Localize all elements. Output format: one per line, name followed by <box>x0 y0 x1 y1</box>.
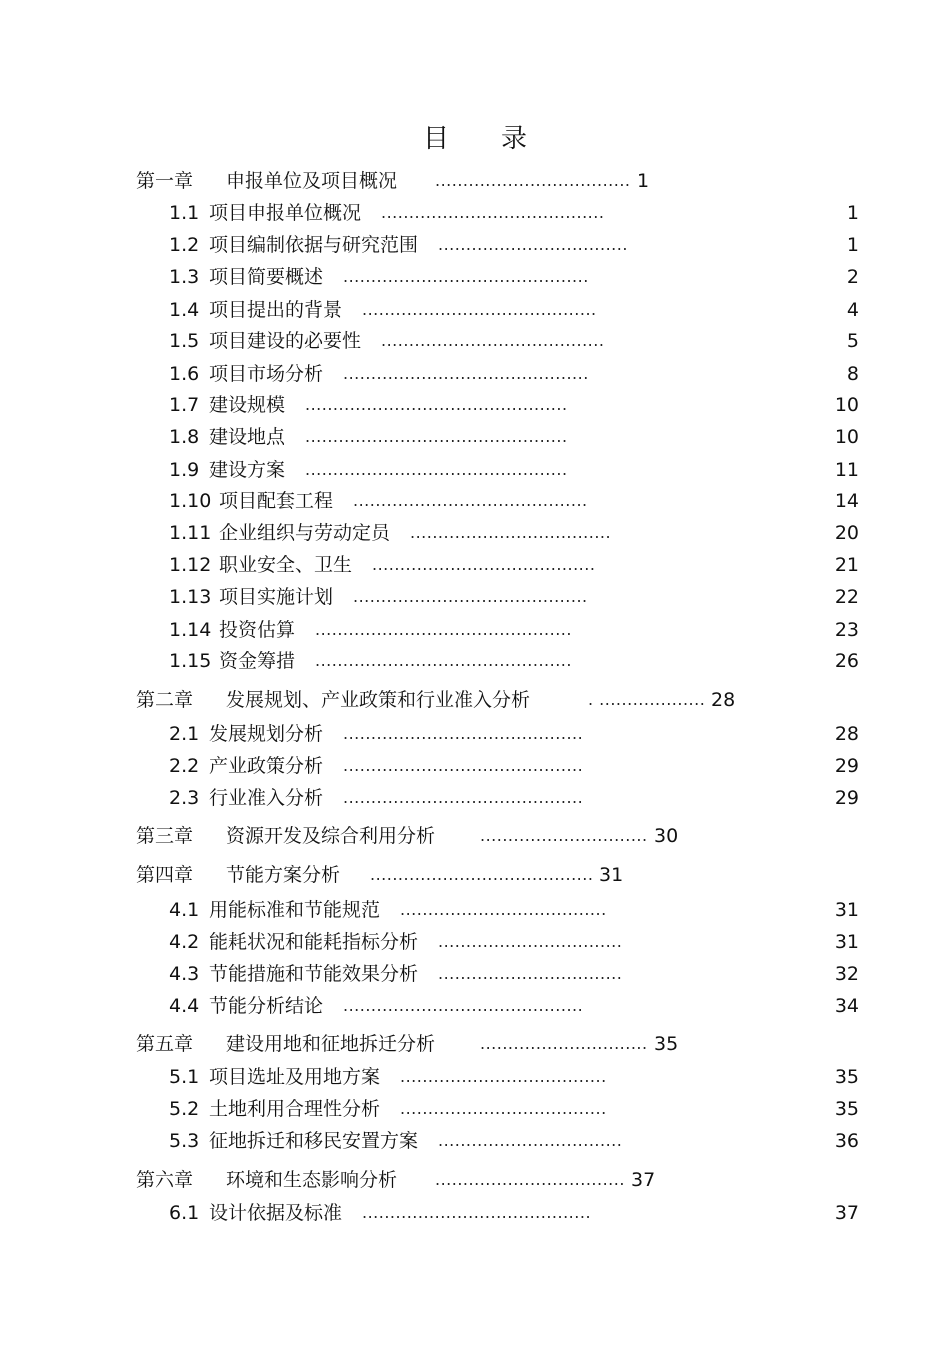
section-page-number: 29 <box>834 755 859 777</box>
section-page-number: 10 <box>834 394 859 416</box>
section-page-number: 35 <box>834 1098 859 1120</box>
section-number: 6.1 <box>169 1202 200 1224</box>
chapter-entry[interactable] <box>0 1031 950 1057</box>
section-leader-dots: ............................................... <box>305 395 568 414</box>
chapter-page-number: 30 <box>654 825 679 847</box>
section-entry[interactable] <box>0 457 950 483</box>
section-page-number: 31 <box>834 931 859 953</box>
section-page-number: 29 <box>834 787 859 809</box>
section-page-number: 1 <box>846 234 859 256</box>
section-entry[interactable] <box>0 1200 950 1226</box>
chapter-page-number: 1 <box>637 170 650 192</box>
section-number: 1.5 <box>169 330 200 352</box>
section-leader-dots: ................................. <box>438 964 623 983</box>
section-leader-dots: ........................................ <box>372 555 596 574</box>
section-leader-dots: ............................................... <box>305 427 568 446</box>
section-leader-dots: ............................................... <box>305 460 568 479</box>
section-leader-dots: .................................. <box>438 235 628 254</box>
chapter-title: 建设用地和征地拆迁分析 <box>226 1033 436 1055</box>
section-number: 1.14 <box>169 619 212 641</box>
section-entry[interactable] <box>0 1128 950 1154</box>
chapter-label: 第六章 <box>136 1169 194 1191</box>
section-leader-dots: ................................. <box>438 932 623 951</box>
section-leader-dots: ........................................ <box>381 331 605 350</box>
section-title: 设计依据及标准 <box>209 1202 343 1224</box>
chapter-leader-dots: .............................. <box>480 1034 648 1053</box>
chapter-label: 第四章 <box>136 864 194 886</box>
section-title: 项目编制依据与研究范围 <box>209 234 419 256</box>
chapter-leader-dots: ........................................ <box>370 865 594 884</box>
section-leader-dots: .................................... <box>410 523 612 542</box>
chapter-label: 第三章 <box>136 825 194 847</box>
section-page-number: 14 <box>834 490 859 512</box>
chapter-leader-dots: .................................. <box>435 1170 625 1189</box>
section-leader-dots: ........................................ <box>381 203 605 222</box>
chapter-page-number: 28 <box>711 689 736 711</box>
title-char-2: 录 <box>501 124 528 154</box>
section-number: 1.9 <box>169 459 200 481</box>
section-leader-dots: ..................................... <box>400 1099 607 1118</box>
section-number: 1.8 <box>169 426 200 448</box>
chapter-leader-dots: . ................... <box>588 690 706 709</box>
section-title: 建设方案 <box>209 459 286 481</box>
section-entry[interactable] <box>0 200 950 226</box>
section-title: 土地利用合理性分析 <box>209 1098 381 1120</box>
section-leader-dots: ......................................... <box>362 1203 592 1222</box>
section-page-number: 34 <box>834 995 859 1017</box>
section-number: 1.13 <box>169 586 212 608</box>
section-title: 征地拆迁和移民安置方案 <box>209 1130 419 1152</box>
section-title: 企业组织与劳动定员 <box>219 522 391 544</box>
section-title: 项目实施计划 <box>219 586 334 608</box>
section-entry[interactable] <box>0 552 950 578</box>
section-page-number: 31 <box>834 899 859 921</box>
section-leader-dots: ................................. <box>438 1131 623 1150</box>
section-page-number: 20 <box>834 522 859 544</box>
section-number: 5.1 <box>169 1066 200 1088</box>
section-title: 建设规模 <box>209 394 286 416</box>
section-title: 项目简要概述 <box>209 266 324 288</box>
section-leader-dots: ........................................... <box>343 996 584 1015</box>
section-title: 能耗状况和能耗指标分析 <box>209 931 419 953</box>
section-title: 项目提出的背景 <box>209 299 343 321</box>
section-title: 项目选址及用地方案 <box>209 1066 381 1088</box>
section-entry[interactable] <box>0 897 950 923</box>
section-entry[interactable] <box>0 648 950 674</box>
section-leader-dots: ............................................ <box>343 267 589 286</box>
chapter-entry[interactable] <box>0 823 950 849</box>
title-char-1: 目 <box>422 124 449 154</box>
chapter-title: 节能方案分析 <box>226 864 341 886</box>
section-page-number: 36 <box>834 1130 859 1152</box>
chapter-entry[interactable] <box>0 687 950 713</box>
chapter-leader-dots: ................................... <box>435 171 631 190</box>
section-title: 发展规划分析 <box>209 723 324 745</box>
section-leader-dots: ..................................... <box>400 900 607 919</box>
section-number: 4.4 <box>169 995 200 1017</box>
section-entry[interactable] <box>0 264 950 290</box>
section-page-number: 23 <box>834 619 859 641</box>
section-title: 项目市场分析 <box>209 363 324 385</box>
section-leader-dots: ........................................... <box>343 788 584 807</box>
chapter-entry[interactable] <box>0 168 950 194</box>
section-title: 用能标准和节能规范 <box>209 899 381 921</box>
section-number: 1.15 <box>169 650 212 672</box>
section-number: 5.2 <box>169 1098 200 1120</box>
section-entry[interactable] <box>0 520 950 546</box>
section-number: 1.11 <box>169 522 212 544</box>
section-number: 4.2 <box>169 931 200 953</box>
section-title: 职业安全、卫生 <box>219 554 353 576</box>
section-title: 节能分析结论 <box>209 995 324 1017</box>
section-number: 1.10 <box>169 490 212 512</box>
section-number: 1.6 <box>169 363 200 385</box>
section-entry[interactable] <box>0 297 950 323</box>
chapter-label: 第五章 <box>136 1033 194 1055</box>
chapter-page-number: 35 <box>654 1033 679 1055</box>
section-entry[interactable] <box>0 993 950 1019</box>
section-number: 4.1 <box>169 899 200 921</box>
chapter-entry[interactable] <box>0 1167 950 1193</box>
section-page-number: 1 <box>846 202 859 224</box>
section-entry[interactable] <box>0 721 950 747</box>
chapter-leader-dots: .............................. <box>480 826 648 845</box>
chapter-title: 资源开发及综合利用分析 <box>226 825 436 847</box>
section-entry[interactable] <box>0 785 950 811</box>
section-entry[interactable] <box>0 1064 950 1090</box>
section-title: 资金筹措 <box>219 650 296 672</box>
section-title: 项目配套工程 <box>219 490 334 512</box>
section-leader-dots: .......................................... <box>353 491 588 510</box>
section-page-number: 2 <box>846 266 859 288</box>
section-number: 2.2 <box>169 755 200 777</box>
section-leader-dots: ............................................ <box>343 364 589 383</box>
section-number: 5.3 <box>169 1130 200 1152</box>
section-entry[interactable] <box>0 753 950 779</box>
section-title: 产业政策分析 <box>209 755 324 777</box>
section-entry[interactable] <box>0 617 950 643</box>
section-page-number: 4 <box>846 299 859 321</box>
section-number: 1.4 <box>169 299 200 321</box>
section-leader-dots: ..................................... <box>400 1067 607 1086</box>
section-title: 项目申报单位概况 <box>209 202 362 224</box>
section-page-number: 32 <box>834 963 859 985</box>
chapter-title: 申报单位及项目概况 <box>226 170 398 192</box>
section-leader-dots: ........................................... <box>343 756 584 775</box>
section-page-number: 10 <box>834 426 859 448</box>
section-number: 4.3 <box>169 963 200 985</box>
section-title: 节能措施和节能效果分析 <box>209 963 419 985</box>
section-leader-dots: ........................................... <box>343 724 584 743</box>
section-number: 1.2 <box>169 234 200 256</box>
chapter-title: 环境和生态影响分析 <box>226 1169 398 1191</box>
section-entry[interactable] <box>0 929 950 955</box>
section-entry[interactable] <box>0 1096 950 1122</box>
section-number: 1.3 <box>169 266 200 288</box>
section-number: 1.12 <box>169 554 212 576</box>
section-entry[interactable] <box>0 328 950 354</box>
section-entry[interactable] <box>0 961 950 987</box>
section-number: 2.3 <box>169 787 200 809</box>
section-number: 2.1 <box>169 723 200 745</box>
section-page-number: 21 <box>834 554 859 576</box>
section-title: 投资估算 <box>219 619 296 641</box>
chapter-title: 发展规划、产业政策和行业准入分析 <box>226 689 531 711</box>
section-leader-dots: .......................................... <box>362 300 597 319</box>
section-page-number: 37 <box>834 1202 859 1224</box>
section-page-number: 8 <box>846 363 859 385</box>
chapter-label: 第一章 <box>136 170 194 192</box>
section-entry[interactable] <box>0 424 950 450</box>
section-page-number: 22 <box>834 586 859 608</box>
section-entry[interactable] <box>0 392 950 418</box>
section-leader-dots: .............................................. <box>315 651 572 670</box>
section-entry[interactable] <box>0 361 950 387</box>
section-entry[interactable] <box>0 584 950 610</box>
chapter-label: 第二章 <box>136 689 194 711</box>
section-leader-dots: .......................................... <box>353 587 588 606</box>
section-page-number: 26 <box>834 650 859 672</box>
section-page-number: 5 <box>846 330 859 352</box>
section-page-number: 35 <box>834 1066 859 1088</box>
section-number: 1.1 <box>169 202 200 224</box>
section-page-number: 28 <box>834 723 859 745</box>
section-title: 建设地点 <box>209 426 286 448</box>
section-page-number: 11 <box>834 459 859 481</box>
section-title: 项目建设的必要性 <box>209 330 362 352</box>
chapter-page-number: 31 <box>599 864 624 886</box>
chapter-entry[interactable] <box>0 862 950 888</box>
chapter-page-number: 37 <box>631 1169 656 1191</box>
section-title: 行业准入分析 <box>209 787 324 809</box>
section-entry[interactable] <box>0 488 950 514</box>
section-number: 1.7 <box>169 394 200 416</box>
section-entry[interactable] <box>0 232 950 258</box>
section-leader-dots: .............................................. <box>315 620 572 639</box>
